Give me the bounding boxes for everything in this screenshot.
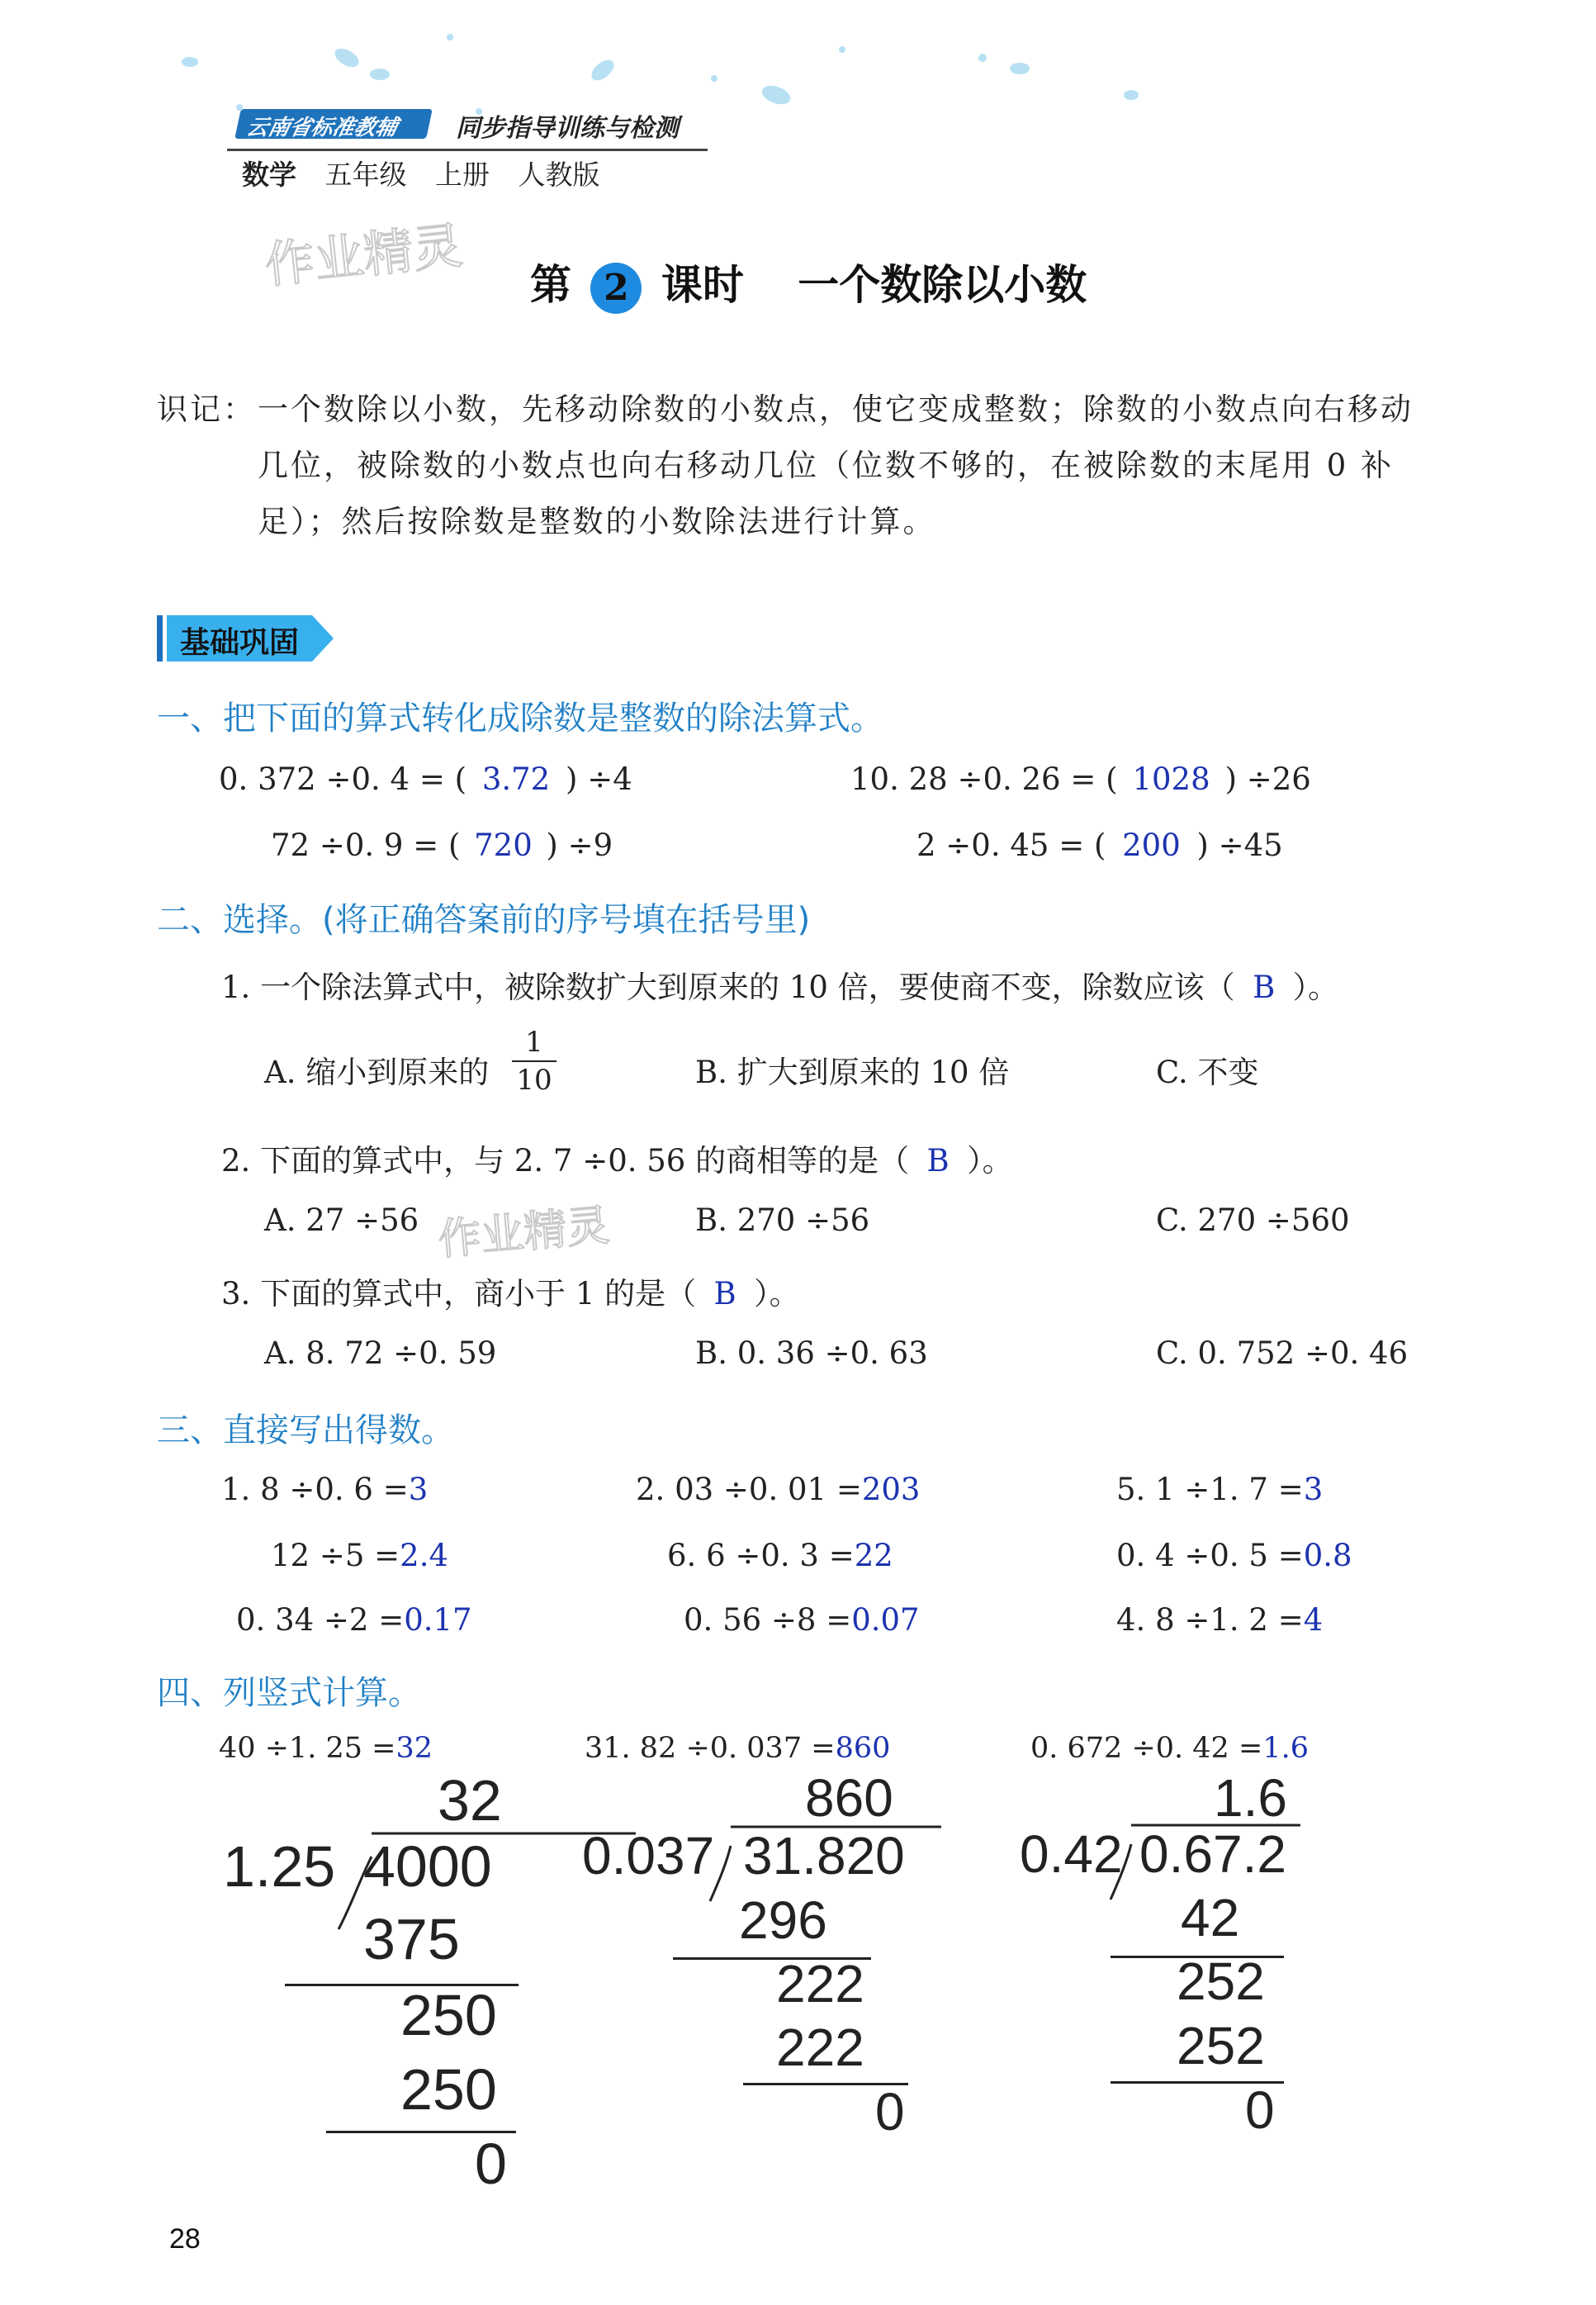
ld1-step-2: 250 [400, 1983, 497, 2047]
lesson-title [530, 252, 1087, 314]
page-number: 28 [169, 2223, 201, 2255]
q3-item-2: 2. 03 ÷0. 01 =203 [636, 1472, 921, 1507]
section-tag [157, 615, 337, 662]
watermark-2: 作业精灵 [436, 1201, 612, 1265]
ld1-quotient: 32 [438, 1768, 502, 1833]
ld2-step-2: 222 [776, 1954, 864, 2013]
q1-item-2: 10. 28 ÷0. 26 = ( 1028 ) ÷26 [850, 761, 1311, 797]
grade: 五年级 [324, 159, 407, 191]
q2-1-option-a: A. 缩小到原来的 [264, 1055, 490, 1090]
q2-item-2-stem: 2. 下面的算式中，与 2. 7 ÷0. 56 的商相等的是（ B ）。 [221, 1143, 1013, 1179]
fraction-one-tenth [512, 1026, 556, 1097]
lesson-number: 2 [604, 267, 629, 309]
q2-2-option-c: C. 270 ÷560 [1156, 1202, 1350, 1238]
q3-item-1: 1. 8 ÷0. 6 =3 [221, 1472, 429, 1507]
q3-item-4: 12 ÷5 =2.4 [271, 1538, 448, 1573]
q2-2-option-a: A. 27 ÷56 [264, 1202, 419, 1238]
ld1-step-4: 0 [475, 2132, 507, 2196]
brand-badge [234, 109, 433, 139]
remember-line-3: 足）；然后按除数是整数的小数除法进行计算。 [258, 504, 936, 539]
q1-answer-4: 200 [1122, 828, 1181, 863]
q2-heading: 二、选择。(将正确答案前的序号填在括号里) [157, 901, 811, 939]
ld2-quotient: 860 [805, 1768, 893, 1828]
q1-answer-1: 3.72 [481, 761, 551, 797]
ld3-quotient: 1.6 [1214, 1768, 1287, 1828]
q4-item-3-expr: 0. 672 ÷0. 42 =1.6 [1030, 1732, 1309, 1765]
q1-item-4: 2 ÷0. 45 = ( 200 ) ÷45 [916, 828, 1283, 863]
q1-answer-2: 1028 [1132, 761, 1210, 797]
q2-item-3-stem: 3. 下面的算式中，商小于 1 的是（ B ）。 [221, 1276, 800, 1311]
q3-item-3: 5. 1 ÷1. 7 =3 [1116, 1472, 1324, 1507]
remember-label: 识记： [157, 391, 256, 427]
ld2-step-4: 0 [875, 2082, 905, 2141]
ld3-dividend: 0.67.2 [1139, 1824, 1286, 1884]
lesson-prefix: 第 [530, 260, 571, 309]
q3-item-8: 0. 56 ÷8 =0.07 [684, 1602, 920, 1638]
q2-1-option-b: B. 扩大到原来的 10 倍 [695, 1055, 1010, 1090]
section-tag-label: 基础巩固 [180, 626, 300, 660]
long-division-3 [1016, 1767, 1362, 2147]
q2-3-option-a: A. 8. 72 ÷0. 59 [264, 1335, 497, 1371]
ld1-divisor: 1.25 [223, 1834, 336, 1899]
q3-item-7: 0. 34 ÷2 =0.17 [236, 1602, 472, 1638]
fraction-numerator: 1 [525, 1026, 543, 1059]
header-subject-line [242, 154, 600, 192]
ld2-step-1: 296 [739, 1890, 827, 1950]
q1-answer-3: 720 [474, 828, 533, 863]
ld3-step-3: 252 [1177, 2016, 1265, 2075]
brand-name: 云南省标准教辅 [244, 116, 400, 140]
q2-answer-1: B [1253, 970, 1276, 1005]
q1-heading: 一、把下面的算式转化成除数是整数的除法算式。 [157, 700, 883, 738]
q4-item-1-expr: 40 ÷1. 25 =32 [219, 1732, 433, 1765]
long-division-1 [198, 1767, 545, 2213]
q2-item-1-stem: 1. 一个除法算式中，被除数扩大到原来的 10 倍，要使商不变，除数应该（ B ）。 [221, 970, 1339, 1005]
q2-1-option-c: C. 不变 [1156, 1055, 1259, 1090]
ld2-step-3: 222 [776, 2018, 864, 2077]
watermark: 作业精灵 [262, 216, 466, 296]
ld3-divisor: 0.42 [1020, 1824, 1123, 1884]
remember-line-1: 一个数除以小数，先移动除数的小数点，使它变成整数；除数的小数点向右移动 [258, 391, 1414, 427]
q3-item-6: 0. 4 ÷0. 5 =0.8 [1116, 1538, 1352, 1573]
ld3-step-1: 42 [1181, 1888, 1240, 1947]
q3-item-5: 6. 6 ÷0. 3 =22 [667, 1538, 893, 1573]
fraction-denominator: 10 [516, 1064, 552, 1097]
series-title: 同步指导训练与检测 [456, 114, 679, 143]
q1-item-3: 72 ÷0. 9 = ( 720 ) ÷9 [271, 828, 613, 863]
q4-item-2-expr: 31. 82 ÷0. 037 =860 [585, 1732, 891, 1765]
q2-answer-2: B [926, 1143, 950, 1179]
q2-3-option-b: B. 0. 36 ÷0. 63 [695, 1335, 928, 1371]
ld3-step-4: 0 [1245, 2080, 1275, 2140]
lesson-suffix: 课时 [661, 260, 744, 309]
volume: 上册 [435, 159, 490, 191]
q2-3-option-c: C. 0. 752 ÷0. 46 [1156, 1335, 1409, 1371]
q3-item-9: 4. 8 ÷1. 2 =4 [1116, 1602, 1324, 1638]
lesson-number-badge [590, 263, 642, 314]
header-rule [227, 149, 708, 151]
lesson-topic: 一个数除以小数 [798, 260, 1087, 309]
ld2-dividend: 31.820 [743, 1826, 905, 1885]
long-division-2 [578, 1767, 925, 2147]
q1-item-1: 0. 372 ÷0. 4 = ( 3.72 ) ÷4 [219, 761, 632, 797]
subject: 数学 [242, 159, 296, 191]
ld2-divisor: 0.037 [582, 1826, 715, 1885]
q2-2-option-b: B. 270 ÷56 [695, 1202, 870, 1238]
remember-line-2: 几位，被除数的小数点也向右移动几位（位数不够的，在被除数的末尾用 0 补 [258, 448, 1395, 483]
ld1-step-3: 250 [400, 2057, 497, 2122]
ld1-step-1: 375 [363, 1907, 460, 1971]
ld3-step-2: 252 [1177, 1952, 1265, 2011]
q3-heading: 三、直接写出得数。 [157, 1411, 454, 1449]
edition: 人教版 [518, 159, 600, 191]
q4-heading: 四、列竖式计算。 [157, 1674, 421, 1712]
q2-answer-3: B [713, 1276, 736, 1311]
ld1-dividend: 4000 [363, 1834, 492, 1899]
